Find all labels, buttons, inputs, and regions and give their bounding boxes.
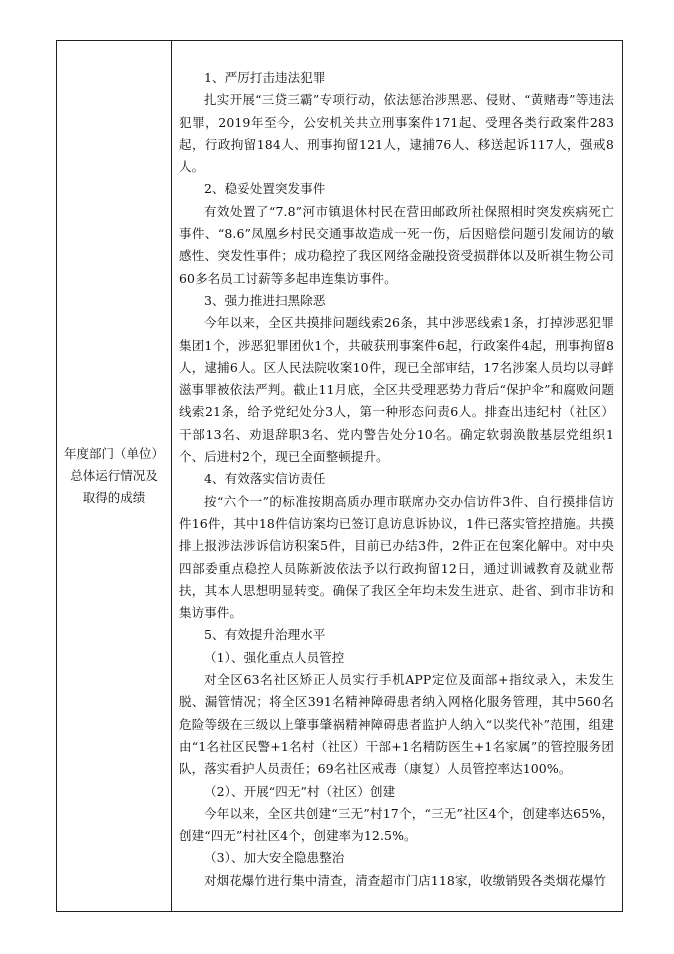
subsection-5-3-paragraph: 对烟花爆竹进行集中清查，清查超市门店118家，收缴销毁各类烟花爆竹 [204, 872, 607, 888]
row-label-cell [57, 41, 172, 912]
section-2-heading: 2、稳妥处置突发事件 [204, 181, 326, 197]
subsection-5-2-heading: （2）、开展“四无”村（社区）创建 [204, 783, 396, 799]
section-1-heading: 1、严厉打击违法犯罪 [204, 70, 326, 85]
table-row [57, 41, 623, 912]
report-table [56, 40, 623, 912]
row-label-line-3: 取得的成绩 [82, 490, 146, 505]
section-5-heading: 5、有效提升治理水平 [204, 627, 326, 643]
subsection-5-1-paragraph: 对全区63名社区矫正人员实行手机APP定位及面部+指纹录入，未发生脱、漏管情况；将全区391名精神障碍患者纳入网格化服务管理，其中560名危险等级在三级以上肇事肇祸精神障碍患者监护人纳入“以奖代补”范围，组建由“1名社区民警+1名村（社区）干部+1名精防医生+1名家属”的管控服务团队，落实看护人员责任；69名社区戒毒（康复）人员管控率达100%。 [179, 672, 614, 777]
section-3-paragraph: 今年以来，全区共摸排问题线索26条，其中涉恶线索1条，打掉涉恶犯罪集团1个，涉恶犯罪团伙1个，共破获刑事案件6起，行政案件4起，刑事拘留8人，逮捕6人。区人民法院收案10件，现已全部审结，17名涉案人员均以寻衅滋事罪被依法严判。截止11月底，全区共受理恶势力背后“保护伞”和腐败问题线索21条，给予党纪处分3人，第一种形态问责6人。排查出违纪村（社区）干部13名、劝退辞职3名、党内警告处分10名。确定软弱涣散基层党组织1个、后进村2个，现已全面整顿提升。 [179, 315, 614, 465]
section-3-heading: 3、强力推进扫黑除恶 [204, 292, 326, 308]
subsection-5-3-heading: （3）、加大安全隐患整治 [204, 850, 345, 866]
section-4-paragraph: 按“六个一”的标准按期高质办理市联席办交办信访件3件、自行摸排信访件16件，其中18件信访案均已签订息访息诉协议，1件已落实管控措施。共摸排上报涉法涉诉信访积案5件，目前已办结3件，2件正在包案化解中。对中央四部委重点稳控人员陈新波依法予以行政拘留12日，通过训诫教育及就业帮扶，其本人思想明显转变。确保了我区全年均未发生进京、赴省、到市非访和集访事件。 [179, 493, 614, 621]
row-label-line-1: 年度部门（单位） [63, 446, 164, 461]
subsection-5-2-paragraph: 今年以来，全区共创建“三无”村17个，“三无”社区4个，创建率达65%，创建“四无”村社区4个，创建率为12.5%。 [179, 805, 614, 844]
section-1-paragraph: 扎实开展“三贷三霸”专项行动，依法惩治涉黑恶、侵财、“黄赌毒”等违法犯罪，2019年至今，公安机关共立刑事案件171起、受理各类行政案件283起，行政拘留184人、刑事拘留121人，逮捕76人、移送起诉117人，强戒8人。 [179, 92, 614, 175]
subsection-5-1-heading: （1）、强化重点人员管控 [204, 649, 345, 665]
section-4-heading: 4、有效落实信访责任 [204, 471, 326, 487]
row-label-line-2: 总体运行情况及 [70, 468, 158, 483]
row-content-cell [172, 41, 623, 912]
section-2-paragraph: 有效处置了“7.8”河市镇退休村民在营田邮政所社保照相时突发疾病死亡事件、“8.6”凤凰乡村民交通事故造成一死一伤，后因赔偿问题引发闹访的敏感性、突发性事件；成功稳控了我区网络金融投资受损群体以及昕祺生物公司60多名员工讨薪等多起串连集访事件。 [179, 203, 614, 286]
